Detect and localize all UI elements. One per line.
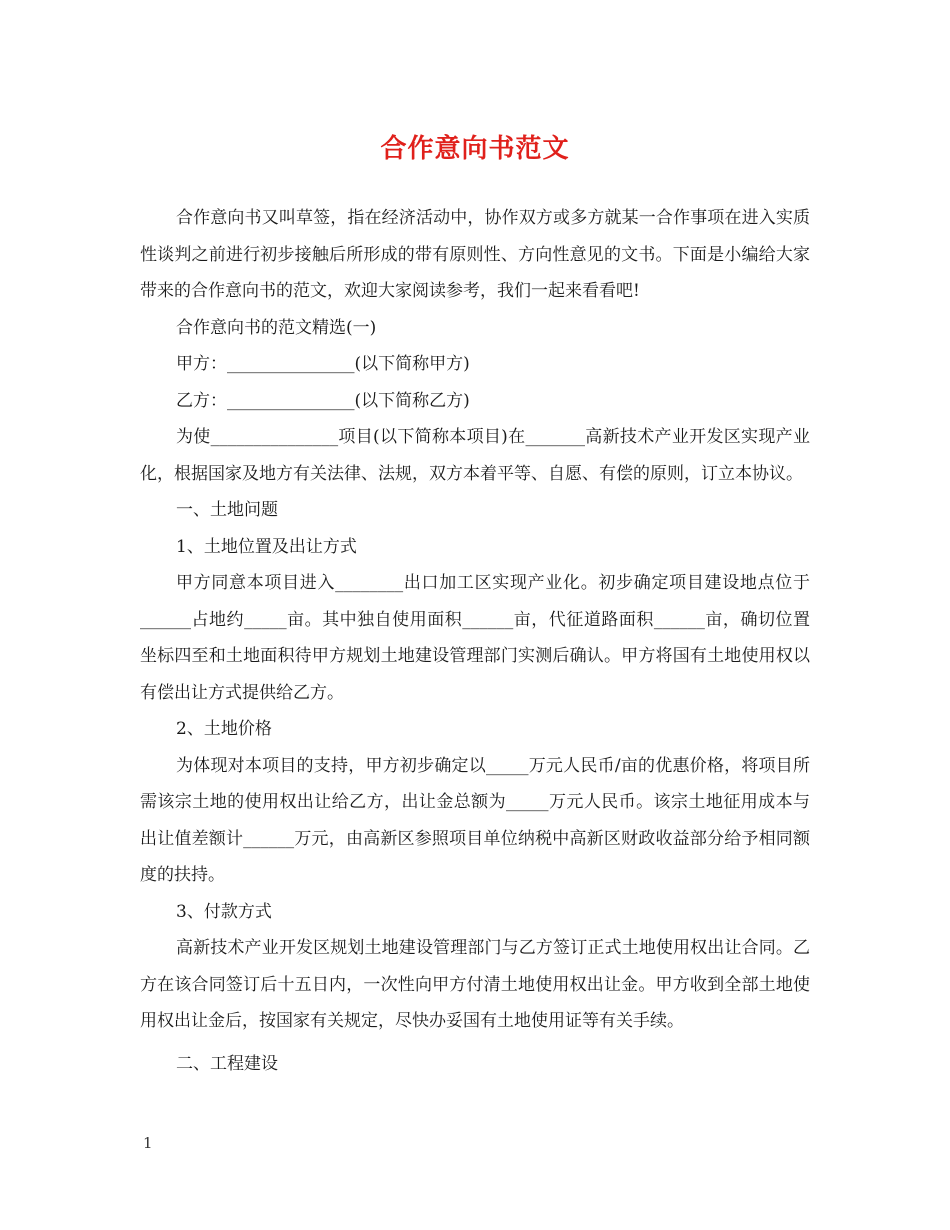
subheading-land-location: 1、土地位置及出让方式 — [176, 536, 357, 557]
subheading-land-price: 2、土地价格 — [176, 719, 272, 739]
section-subtitle: 合作意向书的范文精选(一) — [176, 317, 377, 338]
section-heading-land: 一、土地问题 — [176, 500, 278, 520]
document-body — [140, 200, 810, 1082]
party-a-line: 甲方：_______________(以下简称甲方) — [176, 354, 470, 374]
party-b-line: 乙方：_______________(以下简称乙方) — [176, 390, 470, 411]
subheading-payment: 3、付款方式 — [176, 901, 272, 922]
intro-paragraph: 合作意向书又叫草签，指在经济活动中，协作双方或多方就某一合作事项在进入实质性谈判之前进行初步接触后所形成的带有原则性、方向性意见的文书。下面是小编给大家带来的合作意向书的范文，欢迎大家阅读参考，我们一起来看看吧! — [140, 208, 810, 301]
land-price-paragraph: 为体现对本项目的支持，甲方初步确定以_____万元人民币/亩的优惠价格，将项目所需该宗土地的使用权出让给乙方，出让金总额为_____万元人民币。该宗土地征用成本与出让值差额计______万元，由高新区参照项目单位纳税中高新区财政收益部分给予相同额度的扶持。 — [140, 755, 810, 885]
purpose-paragraph: 为使_______________项目(以下简称本项目)在_______高新技术产业开发区实现产业化，根据国家及地方有关法律、法规，双方本着平等、自愿、有偿的原则，订立本协议。 — [140, 427, 810, 484]
payment-paragraph: 高新技术产业开发区规划土地建设管理部门与乙方签订正式土地使用权出让合同。乙方在该合同签订后十五日内，一次性向甲方付清土地使用权出让金。甲方收到全部土地使用权出让金后，按国家有关规定，尽快办妥国有土地使用证等有关手续。 — [140, 938, 810, 1031]
section-heading-construction: 二、工程建设 — [176, 1053, 278, 1074]
document-title: 合作意向书范文 — [380, 134, 570, 164]
land-location-paragraph: 甲方同意本项目进入________出口加工区实现产业化。初步确定项目建设地点位于______占地约_____亩。其中独自使用面积______亩，代征道路面积______亩，确切位置坐标四至和土地面积待甲方规划土地建设管理部门实测后确认。甲方将国有土地使用权以有偿出让方式提供给乙方。 — [140, 573, 810, 703]
page-number: 1 — [143, 1134, 153, 1152]
